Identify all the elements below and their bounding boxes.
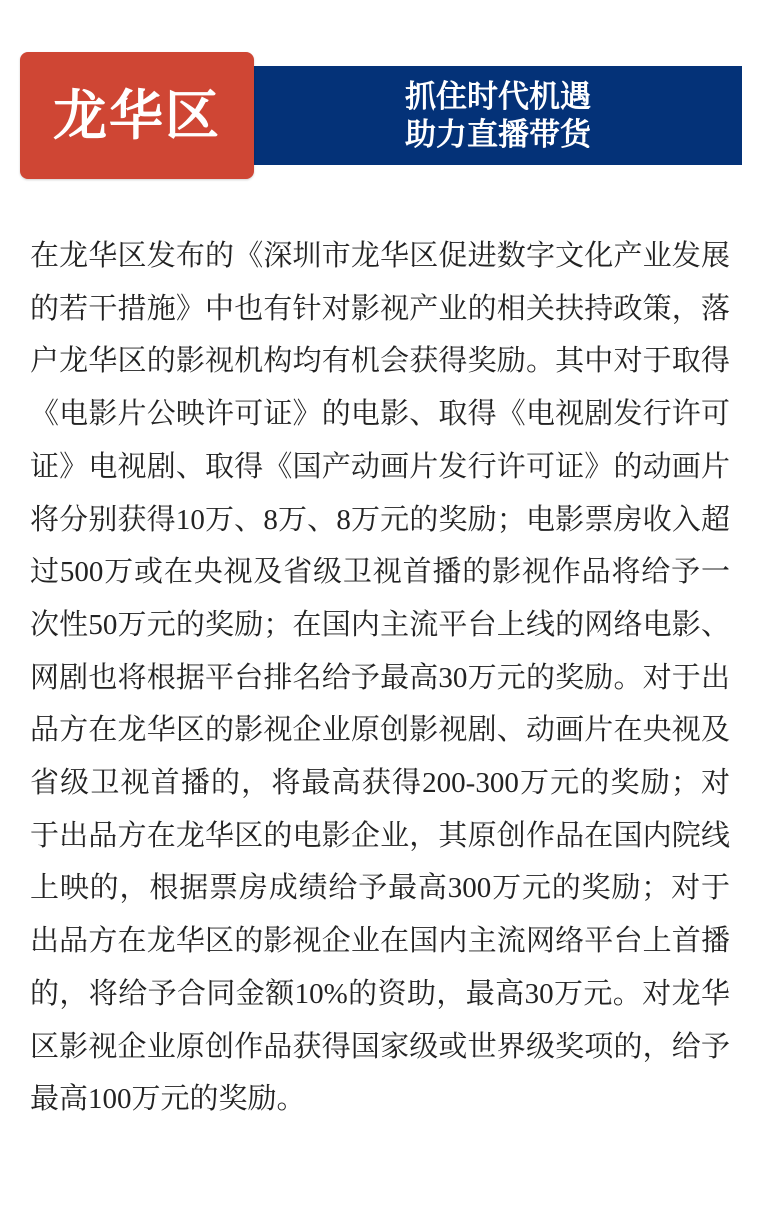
- article-paragraph: 在龙华区发布的《深圳市龙华区促进数字文化产业发展的若干措施》中也有针对影视产业的相关扶持政策，落户龙华区的影视机构均有机会获得奖励。其中对于取得《电影片公映许可证》的电影、取得《电视剧发行许可证》电视剧、取得《国产动画片发行许可证》的动画片将分别获得10万、8万、8万元的奖励；电影票房收入超过500万或在央视及省级卫视首播的影视作品将给予一次性50万元的奖励；在国内主流平台上线的网络电影、网剧也将根据平台排名给予最高30万元的奖励。对于出品方在龙华区的影视企业原创影视剧、动画片在央视及省级卫视首播的，将最高获得200-300万元的奖励；对于出品方在龙华区的电影企业，其原创作品在国内院线上映的，根据票房成绩给予最高300万元的奖励；对于出品方在龙华区的影视企业在国内主流网络平台上首播的，将给予合同金额10%的资助，最高30万元。对龙华区影视企业原创作品获得国家级或世界级奖项的，给予最高100万元的奖励。: [30, 240, 730, 1116]
- slogan-line-1: 抓住时代机遇: [405, 78, 591, 115]
- header-banner: [0, 0, 760, 200]
- slogan-line-2: 助力直播带货: [405, 116, 591, 153]
- district-title: 龙华区: [53, 84, 221, 147]
- slogan: [254, 66, 742, 165]
